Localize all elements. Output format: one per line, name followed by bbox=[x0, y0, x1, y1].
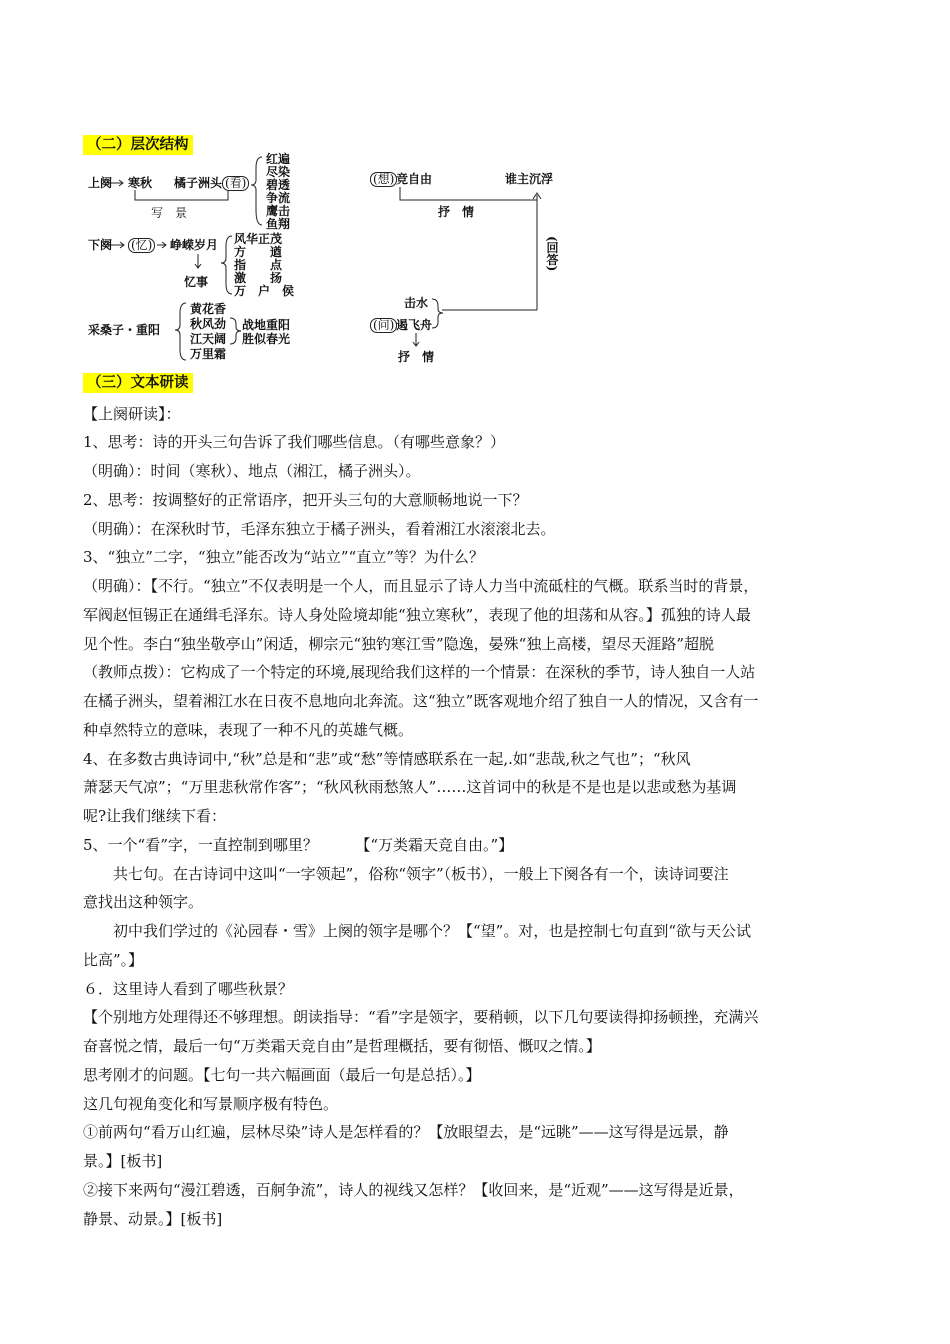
body-line: 在橘子洲头，望着湘江水在日夜不息地向北奔流。这“独立”既客观地介绍了独自一人的情况，又含有一 bbox=[83, 692, 759, 710]
body-line: 【上阕研读】： bbox=[83, 405, 181, 423]
caisang-result-item: 胜似春光 bbox=[242, 332, 291, 346]
body-line: ６．这里诗人看到了哪些秋景？ bbox=[83, 980, 294, 998]
caisang-items-list bbox=[190, 302, 226, 362]
shuqing-top-label: 抒 情 bbox=[438, 205, 475, 219]
caisang-item: 万里霜 bbox=[190, 347, 227, 361]
shuizhu-label: 谁主沉浮 bbox=[505, 172, 554, 186]
body-line: 奋喜悦之情，最后一句“万类霜天竞自由”是哲理概括，要有彻悟、慨叹之情。】 bbox=[83, 1037, 601, 1055]
body-line: 见个性。李白“独坐敬亭山”闲适，柳宗元“独钓寒江雪”隐逸，晏殊“独上高楼，望尽天涯路”超脱 bbox=[83, 635, 715, 653]
lower-label: 下阕 bbox=[88, 238, 113, 252]
scene-item: 争流 bbox=[266, 191, 291, 205]
body-line: 4、在多数古典诗词中,“秋”总是和“悲”或“愁”等情感联系在一起,.如“悲哉,秋之气也”；“秋风 bbox=[83, 750, 691, 768]
yi-label: (忆) bbox=[128, 238, 155, 253]
section-heading-reading: （三）文本研读 bbox=[83, 373, 193, 393]
body-line: 共七句。在古诗词中这叫“一字领起”，俗称“领字”（板书），一般上下阕各有一个，读诗词要注 bbox=[83, 865, 729, 883]
jingziyou-label: 竞自由 bbox=[396, 172, 433, 186]
body-line: 萧瑟天气凉”；“万里悲秋常作客”；“秋风秋雨愁煞人”……这首词中的秋是不是也是以悲或愁为基调 bbox=[83, 778, 737, 796]
body-line: 这几句视角变化和写景顺序极有特色。 bbox=[83, 1095, 339, 1113]
body-line: （明确）：【不行。“独立”不仅表明是一个人，而且显示了诗人力当中流砥柱的气概。联系当时的背景， bbox=[83, 577, 759, 595]
body-line: 景。】[板书] bbox=[83, 1152, 163, 1170]
body-line: 军阀赵恒锡正在通缉毛泽东。诗人身处险境却能“独立寒秋”，表现了他的坦荡和从容。】孤独的诗人最 bbox=[83, 606, 751, 624]
efeizhou-label: 遏飞舟 bbox=[396, 318, 433, 332]
wen-label: (问) bbox=[370, 318, 397, 333]
memory-item: 激 扬 bbox=[234, 271, 283, 285]
memories-list bbox=[234, 233, 294, 298]
scenes-list bbox=[266, 153, 290, 231]
body-line: 思考刚才的问题。【七句一共六幅画面（最后一句是总括）。】 bbox=[83, 1066, 481, 1084]
huida-label: (回答) bbox=[545, 236, 559, 272]
body-line: 比高”。】 bbox=[83, 951, 144, 969]
memory-item: 方 遒 bbox=[234, 245, 283, 259]
hanqiu-label: 寒秋 bbox=[128, 176, 153, 190]
body-line: （明确）：时间（寒秋）、地点（湘江，橘子洲头）。 bbox=[83, 462, 421, 480]
section-heading-structure: （二）层次结构 bbox=[83, 135, 193, 155]
upper-label: 上阕 bbox=[88, 176, 113, 190]
body-line: 3、“独立”二字，“独立”能否改为“站立”“直立”等？为什么？ bbox=[83, 548, 484, 566]
caisang-item: 江天阔 bbox=[190, 332, 227, 346]
xiejing-label: 写 景 bbox=[151, 206, 188, 220]
scene-item: 尽染 bbox=[266, 165, 291, 179]
juzi-label: 橘子洲头 bbox=[174, 176, 223, 190]
caisang-item: 黄花香 bbox=[190, 302, 227, 316]
yishi-label: 忆事 bbox=[184, 275, 209, 289]
caisang-result-item: 战地重阳 bbox=[242, 318, 291, 332]
caisangzi-label: 采桑子・重阳 bbox=[88, 323, 161, 337]
caisang-item: 秋风劲 bbox=[190, 317, 227, 331]
caisang-result bbox=[242, 318, 290, 346]
body-line: 5、一个“看”字，一直控制到哪里？ 【“万类霜天竞自由。”】 bbox=[83, 836, 514, 854]
body-line: ①前两句“看万山红遍，层林尽染”诗人是怎样看的？【放眼望去，是“远眺”——这写得是远景，静 bbox=[83, 1123, 729, 1141]
scene-item: 鱼翔 bbox=[266, 217, 291, 231]
kan-label: (看) bbox=[222, 176, 249, 191]
scene-item: 鹰击 bbox=[266, 204, 291, 218]
body-line: 呢?让我们继续下看： bbox=[83, 807, 227, 825]
body-line: 种卓然特立的意味，表现了一种不凡的英雄气概。 bbox=[83, 721, 414, 739]
memory-item: 风华正茂 bbox=[234, 232, 283, 246]
memory-item: 指 点 bbox=[234, 258, 283, 272]
zhengrong-label: 峥嵘岁月 bbox=[170, 238, 219, 252]
body-line: 初中我们学过的《沁园春・雪》上阕的领字是哪个？【“望”。对，也是控制七句直到“欲与天公试 bbox=[83, 922, 752, 940]
body-line: 静景、动景。】[板书] bbox=[83, 1210, 223, 1228]
body-line: 意找出这种领字。 bbox=[83, 893, 204, 911]
body-line: （明确）：在深秋时节，毛泽东独立于橘子洲头，看着湘江水滚滚北去。 bbox=[83, 520, 556, 538]
body-line: （教师点拨）：它构成了一个特定的环境,展现给我们这样的一个情景：在深秋的季节，诗人独自一人站 bbox=[83, 663, 756, 681]
scene-item: 红遍 bbox=[266, 152, 291, 166]
xiang-label: (想) bbox=[370, 172, 397, 187]
body-line: 1、思考：诗的开头三句告诉了我们哪些信息。（有哪些意象？） bbox=[83, 433, 506, 451]
memory-item: 万 户 侯 bbox=[234, 284, 295, 298]
body-line: 【个别地方处理得还不够理想。朗读指导：“看”字是领字，要稍顿，以下几句要读得抑扬顿挫，充满兴 bbox=[83, 1008, 759, 1026]
shuqing-bottom-label: 抒 情 bbox=[398, 350, 435, 364]
jishui-label: 击水 bbox=[404, 296, 429, 310]
body-line: 2、思考：按调整好的正常语序，把开头三句的大意顺畅地说一下？ bbox=[83, 491, 528, 509]
body-line: ②接下来两句“漫江碧透，百舸争流”，诗人的视线又怎样？【收回来，是“近观”——这写得是近景， bbox=[83, 1181, 744, 1199]
scene-item: 碧透 bbox=[266, 178, 291, 192]
